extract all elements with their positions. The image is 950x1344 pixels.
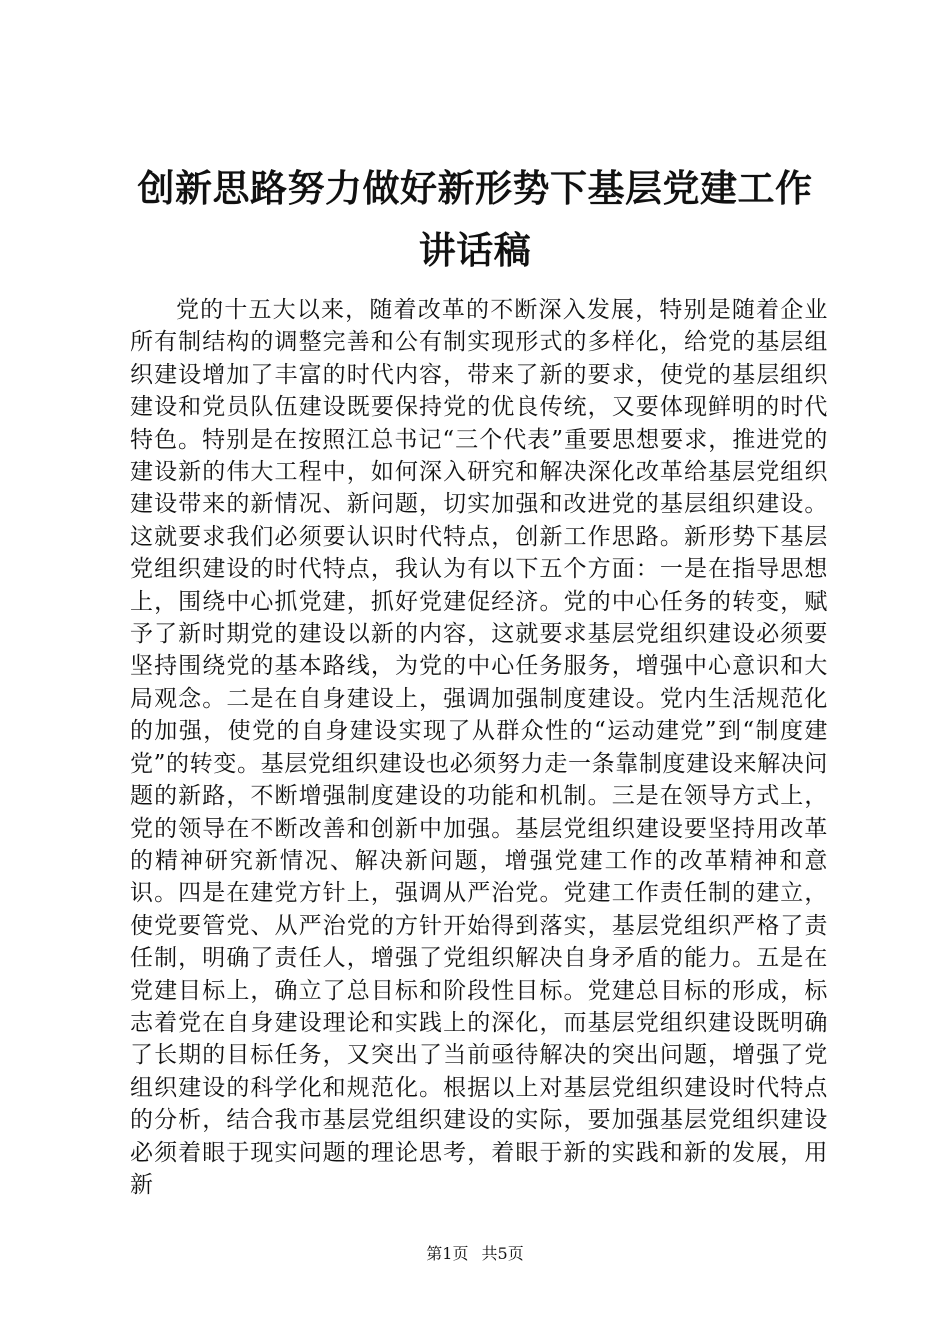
- page-footer: [0, 1243, 950, 1265]
- document-title: 创新思路努力做好新形势下基层党建工作讲话稿: [137, 167, 813, 272]
- document-body-paragraph: 党的十五大以来，随着改革的不断深入发展，特别是随着企业所有制结构的调整完善和公有制实现形式的多样化，给党的基层组织建设增加了丰富的时代内容，带来了新的要求，使党的基层组织建设和党员队伍建设既要保持党的优良传统，又要体现鲜明的时代特色。特别是在按照江总书记“三个代表”重要思想要求，推进党的建设新的伟大工程中，如何深入研究和解决深化改革给基层党组织建设带来的新情况、新问题，切实加强和改进党的基层组织建设。这就要求我们必须要认识时代特点，创新工作思路。新形势下基层党组织建设的时代特点，我认为有以下五个方面：一是在指导思想上，围绕中心抓党建，抓好党建促经济。党的中心任务的转变，赋予了新时期党的建设以新的内容，这就要求基层党组织建设必须要坚持围绕党的基本路线，为党的中心任务服务，增强中心意识和大局观念。二是在自身建设上，强调加强制度建设。党内生活规范化的加强，使党的自身建设实现了从群众性的“运动建党”到“制度建党”的转变。基层党组织建设也必须努力走一条靠制度建设来解决问题的新路，不断增强制度建设的功能和机制。三是在领导方式上，党的领导在不断改善和创新中加强。基层党组织建设要坚持用改革的精神研究新情况、解决新问题，增强党建工作的改革精神和意识。四是在建党方针上，强调从严治党。党建工作责任制的建立，使党要管党、从严治党的方针开始得到落实，基层党组织严格了责任制，明确了责任人，增强了党组织解决自身矛盾的能力。五是在党建目标上，确立了总目标和阶段性目标。党建总目标的形成，标志着党在自身建设理论和实践上的深化，而基层党组织建设既明确了长期的目标任务，又突出了当前亟待解决的突出问题，增强了党组织建设的科学化和规范化。根据以上对基层党组织建设时代特点的分析，结合我市基层党组织建设的实际，要加强基层党组织建设必须着眼于现实问题的理论思考，着眼于新的实践和新的发展，用新: [130, 297, 828, 1198]
- page-total: 共5页: [481, 1244, 524, 1263]
- page-number: 第1页: [426, 1244, 469, 1263]
